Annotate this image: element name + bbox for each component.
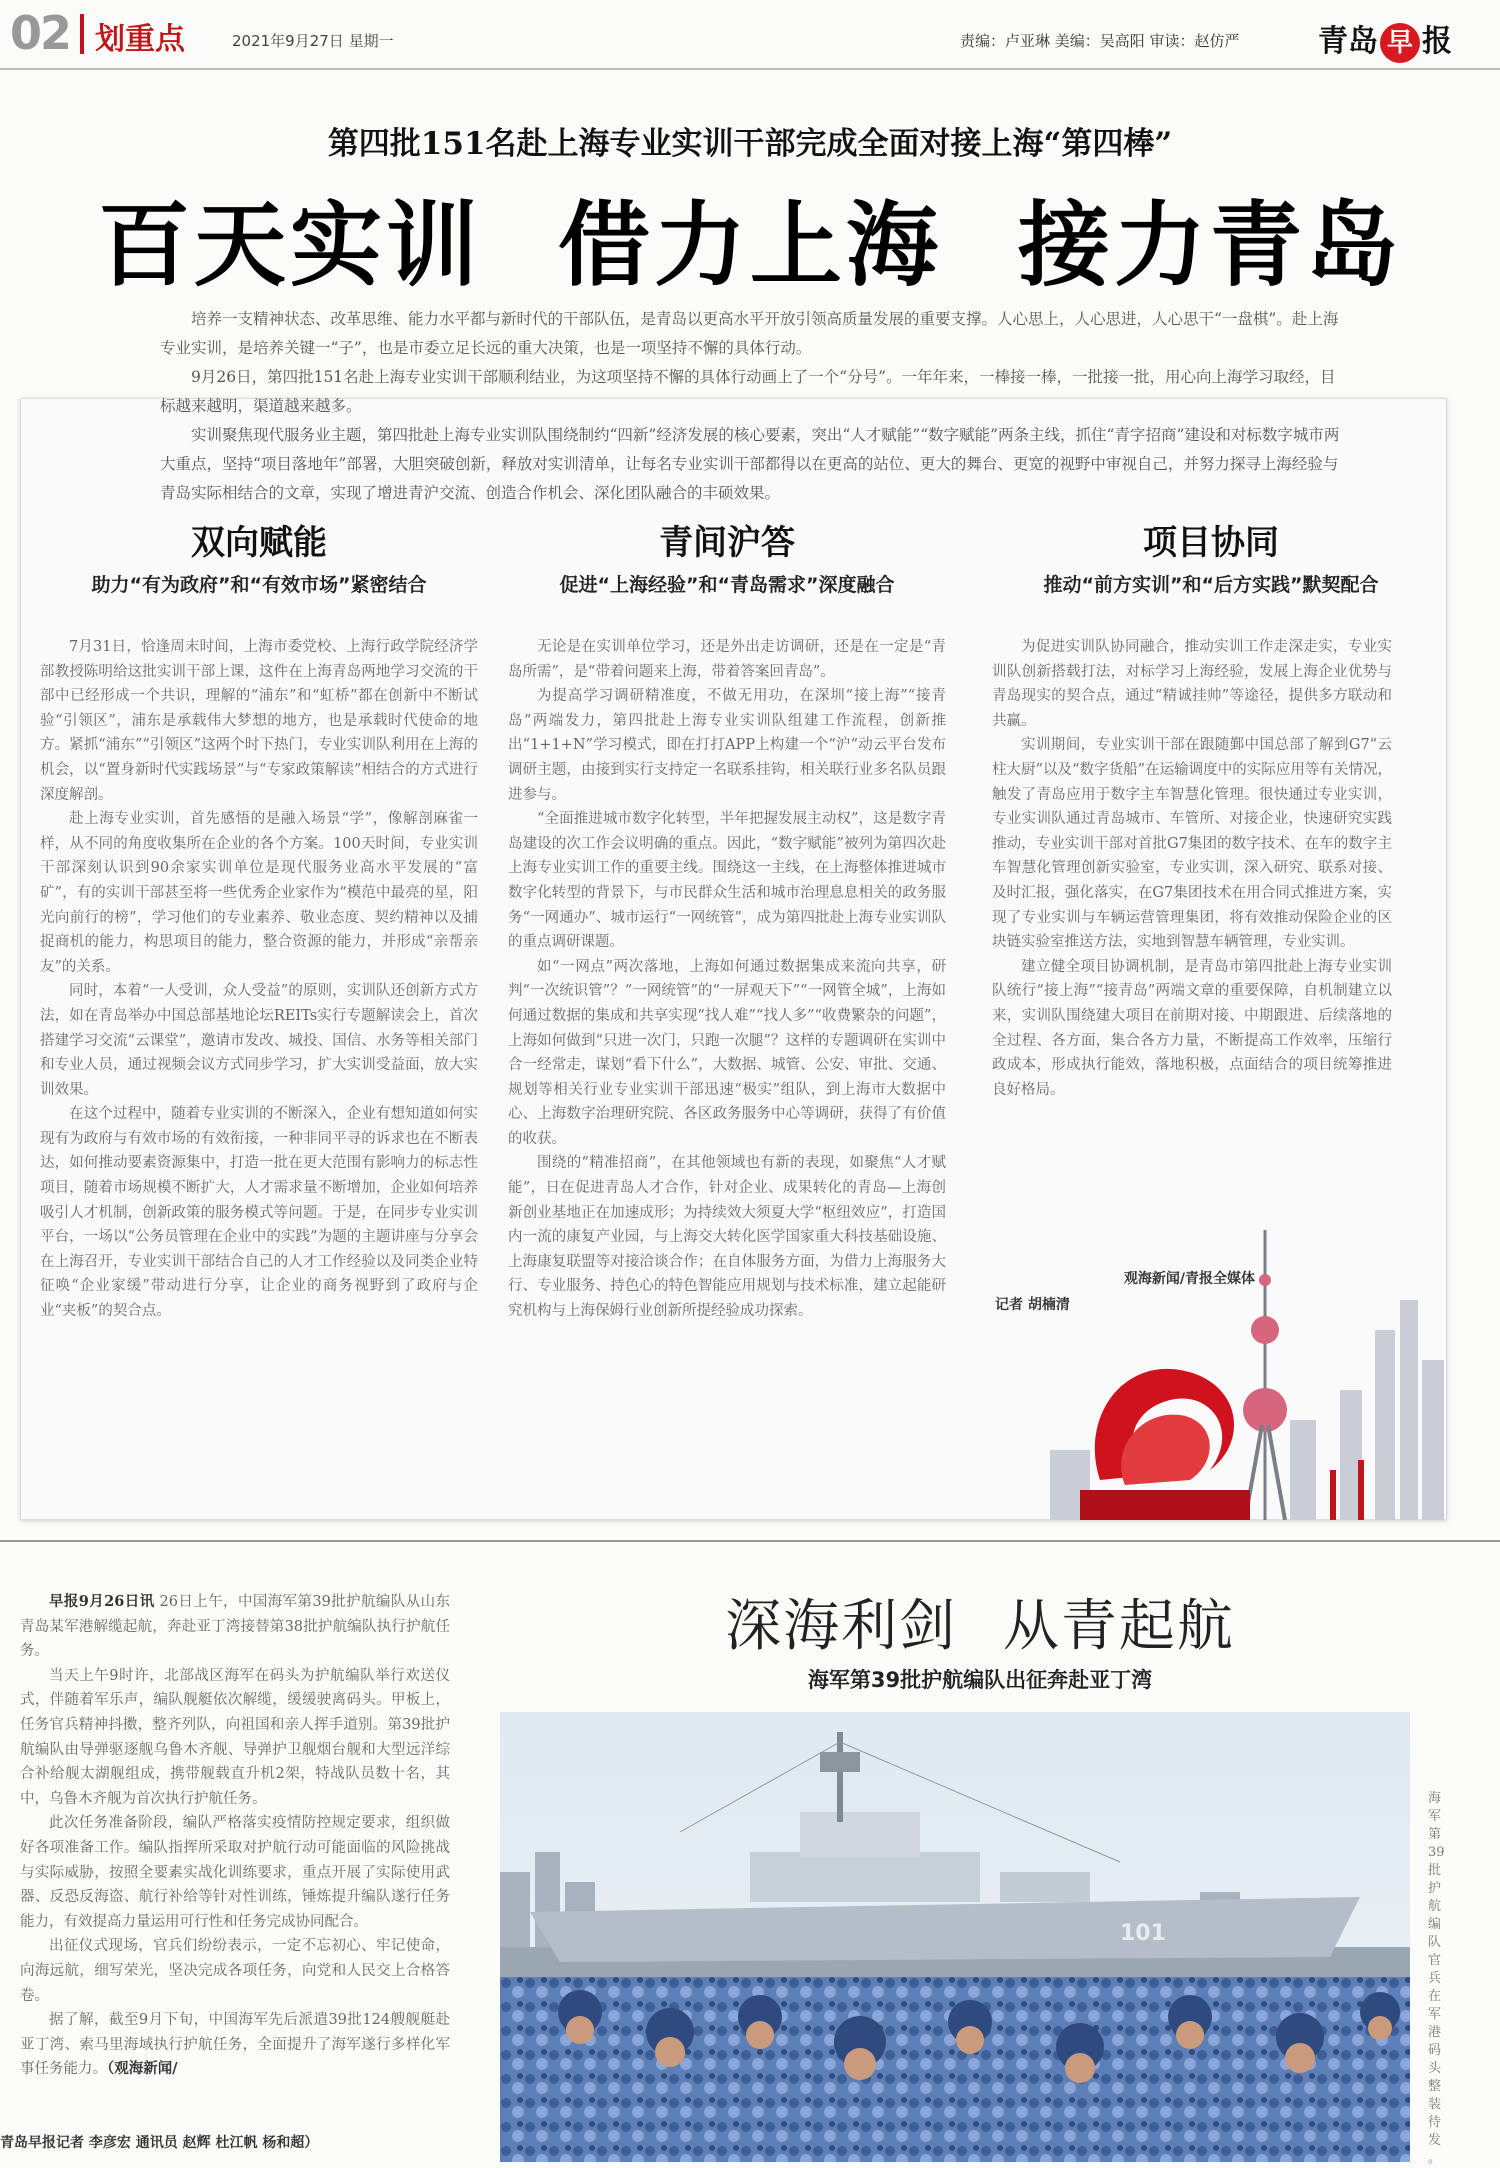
column-subtitle: 推动“前方实训”和“后方实践”默契配合 [1043,574,1379,596]
section-title: 划重点 [95,22,185,57]
pearl-tower-icon [1243,1230,1287,1520]
navy-story-body [20,1590,450,2082]
story-paragraph [20,1590,450,1664]
column-paragraph: “全面推进城市数字化转型，半年把握发展主动权”，这是数字青岛建设的次工作会议明确的重点。因此，“数字赋能”被列为第四次赴上海专业实训工作的重要主线。围绕这一主线，在上海整体推进城市数字化转型的背景下，与市民群众生活和城市治理息息相关的政务服务“一网通办”、城市运行“一网统管”，成为第四批赴上海专业实训队的重点调研课题。 [508,811,946,951]
reporter-credit: 记者 胡楠清 [995,1297,1070,1313]
column-body [992,635,1392,1102]
column-paragraph: 为促进实训队协同融合，推动实训工作走深走实，专业实训队创新搭载打法，对标学习上海经验，发展上海企业优势与青岛现实的契合点，通过“精诚挂帅”等途径，提供多方联动和共赢。 [992,639,1392,729]
column-subtitle: 促进“上海经验”和“青岛需求”深度融合 [559,574,895,596]
column-title: 青间沪答 [659,523,795,563]
column-two-way-empowerment [40,515,478,1324]
warship-departure-photo [500,1712,1410,2162]
top-story-headline: 百天实训 借力上海 接力青岛 [97,192,1403,299]
column-paragraph: 实训期间，专业实训干部在跟随鄞中国总部了解到G7“云柱大厨”以及“数字货船”在运输调度中的实际应用等有关情况，触发了青岛应用于数字主车智慧化管理。很快通过专业实训，专业实训队通过青岛城市、车管所、对接企业，快速研究实践推动，专业实训干部对首批G7集团的数字技术、在车的数字主车智慧化管理创新实验室，专业实训，深入研究、联系对接、及时汇报，强化落实，在G7集团技术在用合同式推进方案，实现了专业实训与车辆运营管理集团，将有效推动保险企业的区块链实验室推送方法，实地到智慧车辆管理，专业实训。 [992,737,1392,951]
story-paragraph: 出征仪式现场，官兵们纷纷表示，一定不忘初心、牢记使命，向海远航，细写荣光，坚决完成各项任务，向党和人民交上合格答卷。 [20,1938,450,2004]
photo-caption: 海军第39批护航编队官兵在军港码头整装待发。 [1428,1791,1445,2166]
column-body [508,635,946,1324]
logo-left: 青岛 [1318,24,1378,59]
column-project-coordination [992,515,1430,1102]
story-paragraph: 此次任务准备阶段，编队严格落实疫情防控规定要求，组织做好各项准备工作。编队指挥所采取对护航行动可能面临的风险挑战与实际威胁，按照全要素实战化训练要求，重点开展了实际使用武器、反恐反海盗、航行补给等针对性训练，锤炼提升编队遂行任务能力，有效提高力量运用可行性和任务完成协同配合。 [20,1815,450,1930]
story-paragraph: 当天上午9时许，北部战区海军在码头为护航编队举行欢送仪式，伴随着军乐声，编队舰艇依次解缆，缓缓驶离码头。甲板上，任务官兵精神抖擞，整齐列队，向祖国和亲人挥手道别。第39批护航编队由导弹驱逐舰乌鲁木齐舰、导弹护卫舰烟台舰和大型远洋综合补给舰太湖舰组成，携带舰载直升机2架，特战队员数十名，其中，乌鲁木齐舰为首次执行护航任务。 [20,1667,450,1807]
column-title: 项目协同 [1143,523,1279,563]
page-number: 02 [10,6,71,60]
article-byline: 观海新闻/青报全媒体 [1123,1271,1255,1287]
masthead [0,0,1500,70]
column-paragraph: 围绕的“精准招商”，在其他领域也有新的表现，如聚焦“人才赋能”，日在促进青岛人才合作，针对企业、成果转化的青岛—上海创新创业基地正在加速成形；为持续效大须夏大学“枢纽效应”，打造国内一流的康复产业园，与上海交大转化医学国家重大科技基础设施、上海康复联盟等对接洽谈合作；在自体服务方面，为借力上海服务大行、专业服务、持色心的特色智能应用规划与技术标准，建立起能研究机构与上海保姆行业创新所提经验成功探索。 [508,1155,946,1320]
issue-date: 2021年9月27日 星期一 [232,32,394,50]
lede-paragraph: 9月26日，第四批151名赴上海专业实训干部顺利结业，为这项坚持不懈的具体行动画上了一个“分号”。一年年来，一棒接一棒，一批接一批，用心向上海学习取经，目标越来越明，渠道越来越多。 [160,368,1336,415]
column-title: 双向赋能 [191,523,327,563]
section-rule [80,14,84,54]
column-paragraph: 无论是在实训单位学习，还是外出走访调研，还是在一定是“青岛所需”，是“带着问题来上海，带着答案回青岛”。 [508,639,946,680]
sailors-crowd [500,1977,1410,2162]
newspaper-logo [1318,16,1452,63]
column-paragraph: 建立健全项目协调机制，是青岛市第四批赴上海专业实训队统行“接上海”“接青岛”两端文章的重要保障，自机制建立以来，实训队围绕建大项目在前期对接、中期跟进、后续落地的全过程、各方面，集合各方力量，不断提高工作效率，压缩行政成本，形成执行能效，落地积极，点面结合的项目统筹推进良好格局。 [992,958,1392,1098]
editor-credits: 责编：卢亚琳 美编：吴高阳 审读：赵仿严 [960,32,1240,50]
story-paragraph [20,2008,450,2082]
column-paragraph: 在这个过程中，随着专业实训的不断深入，企业有想知道如何实现有为政府与有效市场的有效衔接，一种非同平寻的诉求也在不断表达，如何推动要素资源集中，打造一批在更大范围有影响力的标志性项目，随着市场规模不断扩大，人才需求量不断增加，企业如何培养吸引人才机制，创新政策的服务模式等问题。于是，在同步专业实训平台，一场以“公务员管理在企业中的实践”为题的主题讲座与分享会在上海召开，专业实训干部结合自己的人才工作经验以及同类企业特征唤“企业家缓”带动进行分享，让企业的商务视野到了政府与企业“夹板”的契合点。 [40,1106,478,1320]
lede-paragraph: 培养一支精神状态、改革思维、能力水平都与新时代的干部队伍，是青岛以更高水平开放引领高质量发展的重要支撑。人心思上，人心思进，人心思干“一盘棋”。赴上海专业实训，是培养关键一“子”，也是市委立足长远的重大决策，也是一项坚持不懈的具体行动。 [160,310,1339,357]
photo-credit: 青岛早报记者 李彦宏 通讯员 赵辉 杜江帆 杨和超） [0,2135,319,2151]
svg-text:101: 101 [1120,1921,1166,1946]
lede-paragraph: 实训聚焦现代服务业主题，第四批赴上海专业实训队围绕制约“四新”经济发展的核心要素，突出“人才赋能”“数字赋能”两条主线，抓住“青字招商”建设和对标数字城市两大重点，坚持“项目落地年”部署，大胆突破创新，释放对实训清单，让每名专业实训干部都得以在更高的站位、更大的舞台、更宽的视野中审视自己，并努力探寻上海经验与青岛实际相结合的文章，实现了增进青沪交流、创造合作机会、深化团队融合的丰硕效果。 [160,426,1340,502]
column-paragraph: 赴上海专业实训，首先感悟的是融入场景“学”，像解剖麻雀一样，从不同的角度收集所在企业的各个方案。100天时间，专业实训干部深刻认识到90余家实训单位是现代服务业高水平发展的“富矿”，有的实训干部甚至将一些优秀企业家作为“模范中最亮的星，阳光向前行的榜”，学习他们的专业素养、敬业态度、契约精神以及捕捉商机的能力，构思项目的能力，整合资源的能力，并形成“亲帮亲友”的关系。 [40,811,478,975]
logo-mark-icon: 早 [1380,23,1420,63]
column-paragraph: 同时，本着“一人受训，众人受益”的原则，实训队还创新方式方法，如在青岛举办中国总部基地论坛REITs实行专题解读会上，首次搭建学习交流“云课堂”，邀请市发改、城投、国信、水务等相关部门和专业人员，通过视频会议方式同步学习，扩大实训受益面，放大实训效果。 [40,983,478,1098]
column-subtitle: 助力“有为政府”和“有效市场”紧密结合 [91,574,427,596]
section-divider [0,1540,1500,1542]
column-paragraph: 为提高学习调研精准度，不做无用功，在深圳“接上海”“接青岛”两端发力，第四批赴上海专业实训队组建工作流程，创新推出“1+1+N”学习模式，即在打打APP上构建一个“沪”动云平台发布调研主题，由接到实行支持定一名联系挂钩，相关联行业多名队员跟进参与。 [508,688,946,803]
story-paragraph-text: 据了解，截至9月下旬，中国海军先后派遣39批124艘舰艇赴亚丁湾、索马里海域执行护航任务，全面提升了海军遂行多样化军事任务能力。 [20,2012,450,2078]
navy-story-subheadline: 海军第39批护航编队出征奔赴亚丁湾 [807,1668,1153,1692]
inline-credit: （观海新闻/ [107,2060,178,2078]
may-wind-sculpture-icon [1080,1369,1250,1520]
column-paragraph: 如“一网点”两次落地，上海如何通过数据集成来流向共享，研判“一次统识管”？“一网统管”的“一屏观天下”“一网管全城”，上海如何通过数据的集成和共享实现“找人难”“找人多”“收费繁杂的问题”，上海如何做到“只进一次门，只跑一次腿”？这样的专题调研在实训中合一经常走，谋划“看下什么”，大数据、城管、公安、审批、交通、规划等相关行业专业实训干部迅速“极实”组队，到上海市大数据中心、上海数字治理研究院、各区政务服务中心等调研，获得了有价值的收获。 [508,958,946,1147]
column-qingdao-asks [508,515,946,1324]
navy-story-headline: 深海利剑 从青起航 [725,1594,1235,1659]
column-paragraph: 7月31日，恰逢周末时间，上海市委党校、上海行政学院经济学部教授陈明给这批实训干部上课，这件在上海青岛两地学习交流的干部中已经形成一个共识，理解的“浦东”和“虹桥”都在创新中不断试验“引领区”，浦东是承载伟大梦想的地方，也是承载时代使命的地方。紧抓“浦东”“引领区”这两个时下热门，专业实训队利用在上海的机会，以“置身新时代实践场景”与“专家政策解读”相结合的方式进行深度解剖。 [40,639,478,803]
top-story-lede [160,305,1340,508]
column-body [40,635,478,1324]
skyline-illustration [1040,1220,1450,1520]
dateline: 早报9月26日讯 [49,1593,155,1610]
logo-right: 报 [1422,24,1452,59]
story-paragraph-text: 26日上午，中国海军第39批护航编队从山东青岛某军港解缆起航，奔赴亚丁湾接替第38批护航编队执行护航任务。 [20,1594,450,1660]
top-story-kicker: 第四批151名赴上海专业实训干部完成全面对接上海“第四棒” [327,126,1173,162]
